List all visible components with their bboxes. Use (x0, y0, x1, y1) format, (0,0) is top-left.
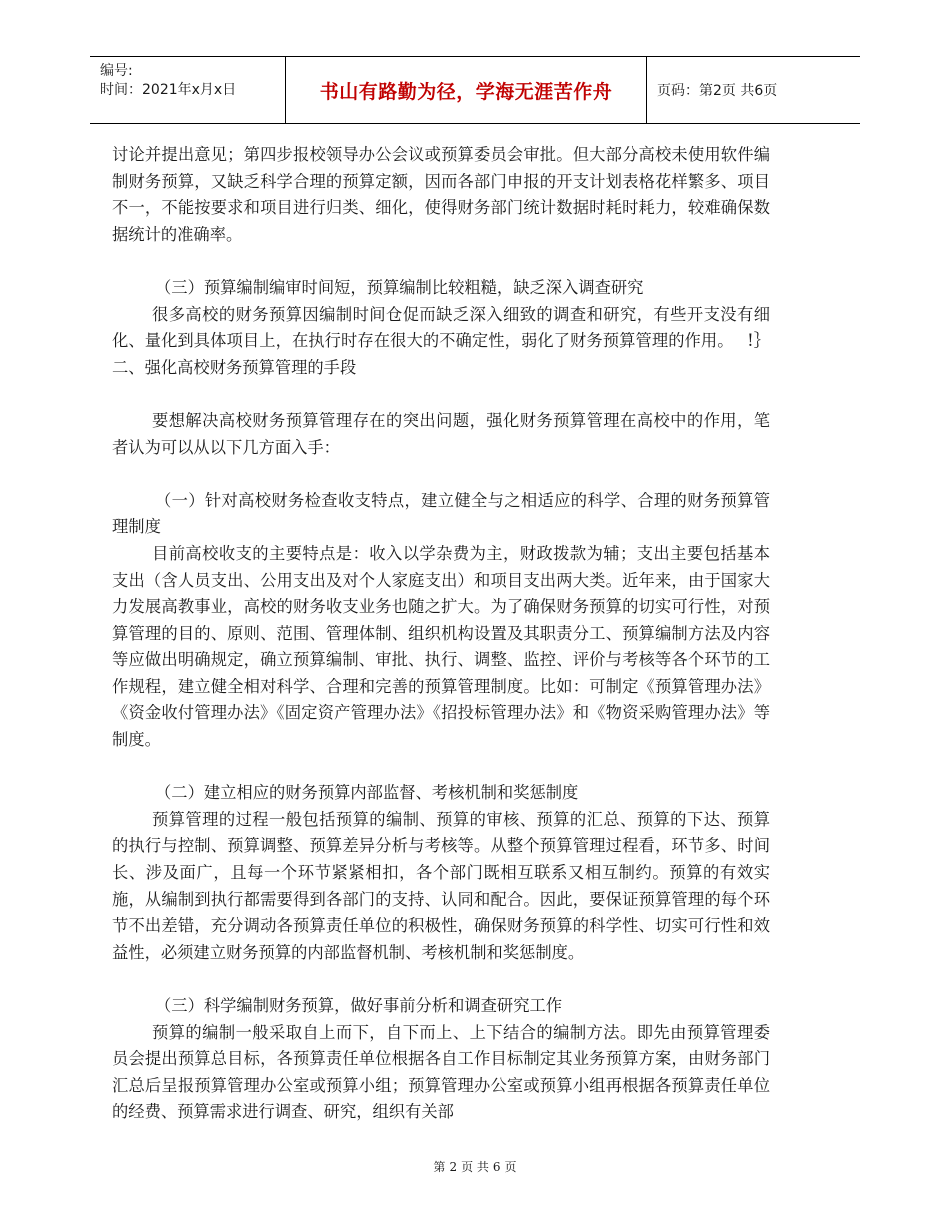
page-header (90, 56, 860, 124)
body-paragraph: 要想解决高校财务预算管理存在的突出问题，强化财务预算管理在高校中的作用，笔者认为可以从以下几方面入手： (112, 410, 770, 457)
page-footer (0, 1158, 950, 1175)
body-paragraph: 预算的编制一般采取自上而下，自下而上、上下结合的编制方法。即先由预算管理委员会提出预算总目标，各预算责任单位根据各自工作目标制定其业务预算方案，由财务部门汇总后呈报预算管理办公室或预算小组；预算管理办公室或预算小组再根据各预算责任单位的经费、预算需求进行调查、研究，组织有关部 (112, 1022, 770, 1122)
section-heading: （三）科学编制财务预算，做好事前分析和调查研究工作 (155, 996, 563, 1015)
footer-page-suffix: 页 (504, 1160, 517, 1174)
body-paragraph: 目前高校收支的主要特点是：收入以学杂费为主，财政拨款为辅；支出主要包括基本支出（含人员支出、公用支出及对个人家庭支出）和项目支出两大类。近年来，由于国家大力发展高教事业，高校的财务收支业务也随之扩大。为了确保财务预算的切实可行性，对预算管理的目的、原则、范围、管理体制、组织机构设置及其职责分工、预算编制方法及内容等应做出明确规定，确立预算编制、审批、执行、调整、监控、评价与考核等各个环节的工作规程，建立健全相对科学、合理和完善的预算管理制度。比如：可制定《预算管理办法》《资金收付管理办法》《固定资产管理办法》《招投标管理办法》和《物资采购管理办法》等制度。 (112, 543, 770, 750)
header-meta (90, 57, 286, 123)
footer-page-total: 6 (492, 1160, 501, 1174)
document-time-label: 时间：2021年x月x日 (100, 82, 237, 98)
section-heading: （一）针对高校财务检查收支特点，建立健全与之相适应的科学、合理的财务预算管理制度 (112, 490, 770, 537)
footer-page-mid: 页 共 (461, 1160, 489, 1174)
header-motto-cell (286, 57, 647, 123)
body-paragraph: 讨论并提出意见；第四步报校领导办公会议或预算委员会审批。但大部分高校未使用软件编制财务预算，又缺乏科学合理的预算定额，因而各部门申报的开支计划表格花样繁多、项目不一，不能按要求和项目进行归类、细化，使得财务部门统计数据时耗时耗力，较难确保数据统计的准确率。 (112, 145, 770, 244)
section-heading: （二）建立相应的财务预算内部监督、考核机制和奖惩制度 (155, 783, 579, 803)
body-paragraph: 预算管理的过程一般包括预算的编制、预算的审核、预算的汇总、预算的下达、预算的执行与控制、预算调整、预算差异分析与考核等。从整个预算管理过程看，环节多、时间长、涉及面广，且每一个环节紧紧相扣，各个部门既相互联系又相互制约。预算的有效实施，从编制到执行都需要得到各部门的支持、认同和配合。因此，要保证预算管理的每个环节不出差错，充分调动各预算责任单位的积极性，确保财务预算的科学性、切实可行性和效益性，必须建立财务预算的内部监督机制、考核机制和奖惩制度。 (112, 809, 770, 962)
header-page-label: 页码：第2页 共6页 (657, 83, 778, 99)
document-body (112, 142, 770, 1126)
header-motto: 书山有路勤为径，学海无涯苦作舟 (319, 80, 613, 103)
footer-page-number: 2 (449, 1160, 458, 1174)
body-paragraph: 很多高校的财务预算因编制时间仓促而缺乏深入细致的调查和研究，有些开支没有细化、量化到具体项目上，在执行时存在很大的不确定性，弱化了财务预算管理的作用。 !｝二、强化高校财务预算管理的手段 (112, 304, 770, 377)
document-number-label: 编号: (100, 63, 133, 79)
header-page-cell (647, 57, 860, 123)
footer-page-prefix: 第 (433, 1160, 446, 1174)
section-heading: （三）预算编制编审时间短，预算编制比较粗糙，缺乏深入调查研究 (155, 277, 644, 297)
